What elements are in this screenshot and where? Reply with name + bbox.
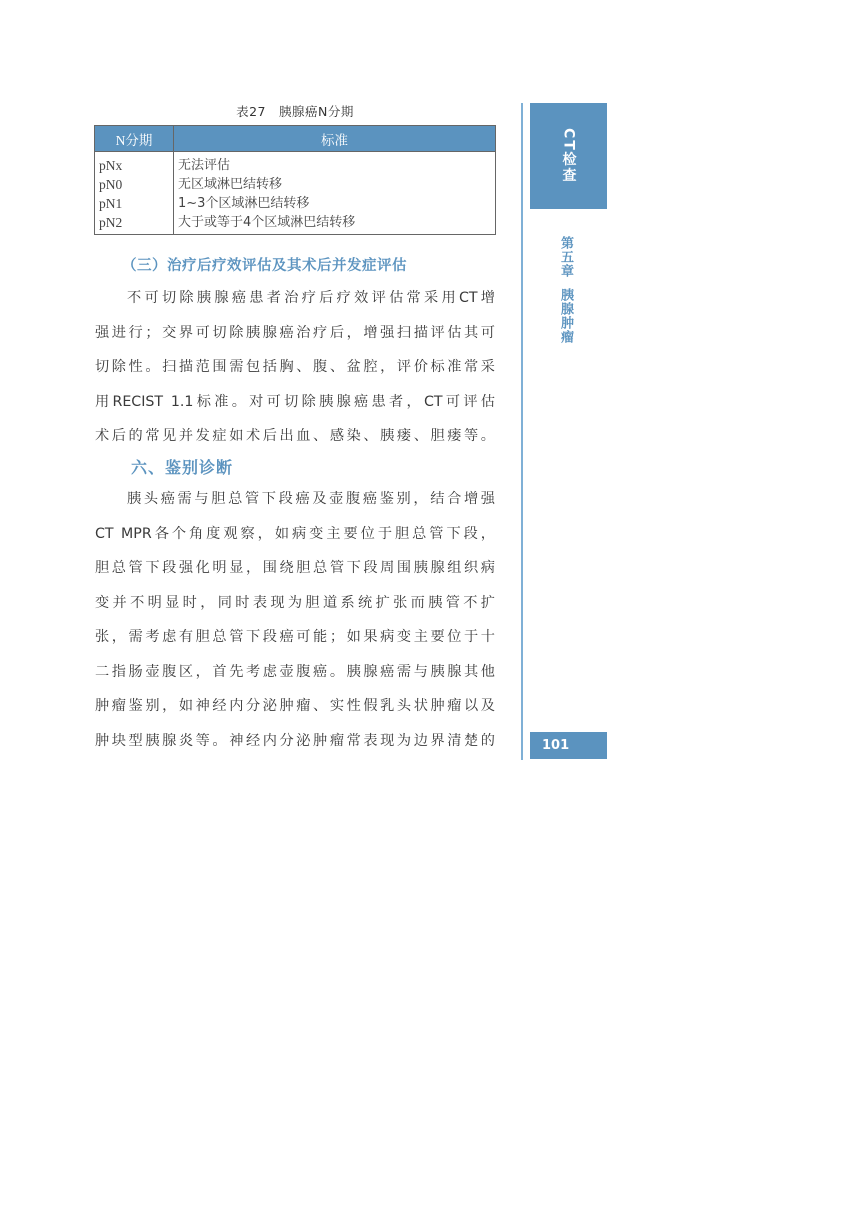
text-line: 强进行；交界可切除胰腺癌治疗后，增强扫描评估其可 (95, 324, 495, 341)
text-line: 胆总管下段强化明显，围绕胆总管下段周围胰腺组织病 (95, 560, 495, 576)
stage-codes-cell (95, 152, 174, 235)
side-tab-label: CT检查 (560, 128, 577, 184)
stage-criterion: 无区域淋巴结转移 (178, 177, 283, 192)
text-line: 不可切除胰腺癌患者治疗后疗效评估常采用CT增 (127, 290, 495, 306)
margin-divider (521, 103, 523, 760)
text-line: 用RECIST 1.1标准。对可切除胰腺癌患者，CT可评估 (95, 393, 495, 410)
n-staging-table (94, 125, 496, 235)
text-line: 术后的常见并发症如术后出血、感染、胰瘘、胆瘘等。 (95, 428, 495, 444)
stage-criterion: 无法评估 (178, 158, 231, 173)
stage-criterion: 大于或等于4个区域淋巴结转移 (178, 215, 356, 230)
stage-code: pN2 (99, 215, 123, 230)
paragraph-efficacy (95, 281, 495, 454)
text-line: CT MPR各个角度观察，如病变主要位于胆总管下段， (95, 525, 495, 542)
text-line: 变并不明显时，同时表现为胆道系统扩张而胰管不扩 (95, 594, 495, 611)
paragraph-differential (95, 482, 495, 758)
table-row (95, 152, 496, 235)
stage-code: pN0 (99, 177, 123, 192)
criteria-cell (174, 152, 496, 235)
header-criteria: 标准 (174, 126, 496, 152)
text-line: 肿块型胰腺炎等。神经内分泌肿瘤常表现为边界清楚的 (95, 732, 495, 749)
text-line: 张，需考虑有胆总管下段癌可能；如果病变主要位于十 (95, 629, 495, 645)
stage-code: pN1 (99, 196, 123, 211)
stage-criterion: 1~3个区域淋巴结转移 (178, 196, 310, 211)
text-line: 切除性。扫描范围需包括胸、腹、盆腔，评价标准常采 (95, 359, 495, 375)
chapter-title: 胰腺肿瘤 (558, 288, 573, 344)
text-line: 胰头癌需与胆总管下段癌及壶腹癌鉴别，结合增强 (127, 491, 495, 507)
section-heading: 六、鉴别诊断 (131, 458, 234, 477)
table-header-row (95, 126, 496, 152)
side-tab (530, 103, 607, 209)
text-line: 二指肠壶腹区，首先考虑壶腹癌。胰腺癌需与胰腺其他 (95, 663, 495, 680)
subsection-heading: （三）治疗后疗效评估及其术后并发症评估 (122, 258, 407, 274)
stage-code: pNx (99, 158, 123, 173)
page-number: 101 (530, 732, 607, 759)
chapter-marker (555, 236, 575, 344)
table-caption: 表27 胰腺癌N分期 (236, 104, 354, 119)
text-line: 肿瘤鉴别，如神经内分泌肿瘤、实性假乳头状肿瘤以及 (95, 698, 495, 714)
header-n-stage: N分期 (95, 126, 174, 152)
chapter-label: 第五章 (558, 236, 573, 278)
